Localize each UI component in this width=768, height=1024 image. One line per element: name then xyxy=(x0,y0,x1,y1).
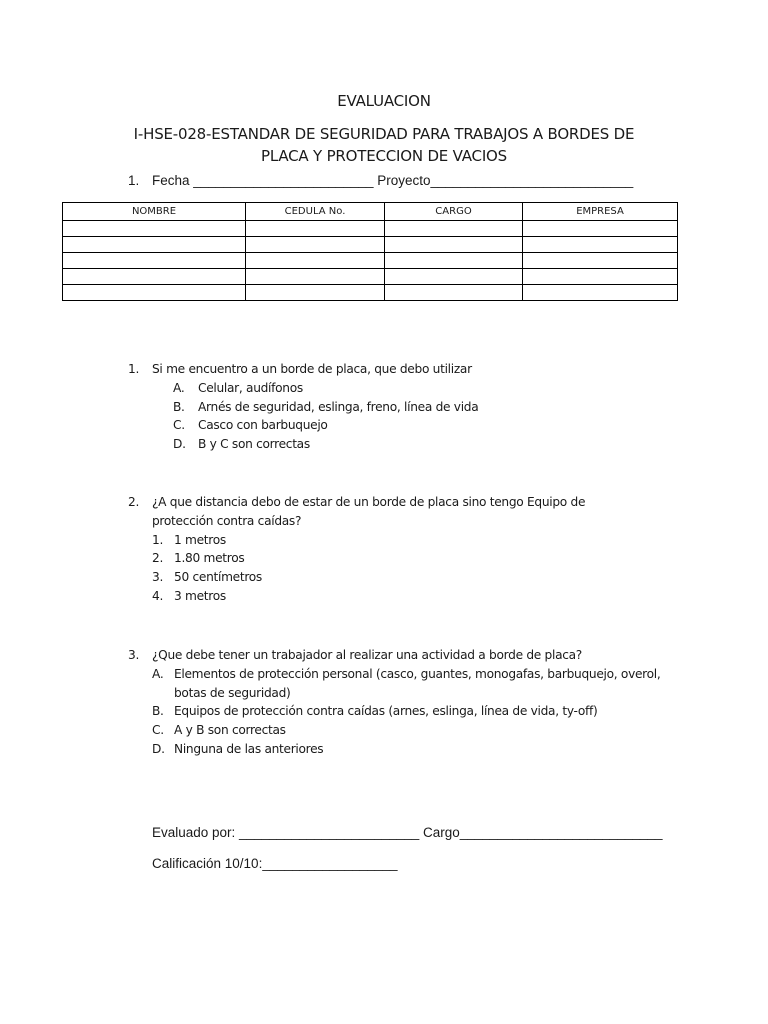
option-text: Casco con barbuquejo xyxy=(198,418,328,433)
option-label: C. xyxy=(152,723,164,738)
participants-table xyxy=(62,202,678,301)
table-cell xyxy=(385,253,523,269)
subtitle-line-2: PLACA Y PROTECCION DE VACIOS xyxy=(261,147,507,165)
option-item xyxy=(152,587,648,606)
question-text: ¿A que distancia debo de estar de un borde de placa sino tengo Equipo de protección contra caídas? xyxy=(152,495,586,528)
table-cell xyxy=(523,237,678,253)
question-text: ¿Que debe tener un trabajador al realizar una actividad a borde de placa? xyxy=(152,648,582,662)
table-row xyxy=(63,253,678,269)
question-number: 2. xyxy=(128,495,140,509)
table-cell xyxy=(523,221,678,237)
evaluado-cargo-line: Evaluado por: ________________________ Cargo___________________________ xyxy=(152,825,663,840)
table-cell xyxy=(246,253,385,269)
table-cell xyxy=(63,221,246,237)
option-text: 3 metros xyxy=(174,588,226,603)
table-cell xyxy=(523,253,678,269)
table-cell xyxy=(246,285,385,301)
option-label: D. xyxy=(152,741,165,756)
table-cell xyxy=(385,237,523,253)
option-text: 50 centímetros xyxy=(174,570,262,585)
table-cell xyxy=(246,221,385,237)
table-cell xyxy=(385,285,523,301)
column-header-cedula: CEDULA No. xyxy=(246,203,385,221)
option-item xyxy=(152,531,648,550)
option-text: Ninguna de las anteriores xyxy=(174,741,324,756)
table-header-row xyxy=(63,203,678,221)
option-label: 4. xyxy=(152,588,164,603)
table-cell xyxy=(385,221,523,237)
table-row xyxy=(63,221,678,237)
table-cell xyxy=(63,253,246,269)
option-item xyxy=(173,435,648,454)
option-label: B. xyxy=(152,704,164,719)
option-label: A. xyxy=(152,666,164,681)
option-label: D. xyxy=(173,437,186,452)
option-text: B y C son correctas xyxy=(198,437,310,452)
question-2 xyxy=(128,493,648,606)
option-item xyxy=(152,549,648,568)
question-text-row xyxy=(128,493,648,531)
calificacion-line: Calificación 10/10:__________________ xyxy=(152,856,398,871)
option-label: A. xyxy=(173,380,185,395)
table-cell xyxy=(63,237,246,253)
option-label: B. xyxy=(173,399,185,414)
table-cell xyxy=(523,285,678,301)
fecha-proyecto-text: Fecha ________________________ Proyecto___________________________ xyxy=(152,173,634,188)
table-cell xyxy=(246,237,385,253)
table-cell xyxy=(63,285,246,301)
table-cell xyxy=(246,269,385,285)
question-number: 3. xyxy=(128,648,140,662)
option-item xyxy=(173,379,648,398)
column-header-nombre: NOMBRE xyxy=(63,203,246,221)
option-text: 1 metros xyxy=(174,532,226,547)
table-row xyxy=(63,269,678,285)
option-item xyxy=(152,721,668,740)
question-3 xyxy=(128,646,668,759)
option-text: Elementos de protección personal (casco, guantes, monogafas, barbuquejo, overol, botas de seguridad) xyxy=(174,666,661,700)
column-header-cargo: CARGO xyxy=(385,203,523,221)
option-item xyxy=(173,398,648,417)
table-cell xyxy=(523,269,678,285)
question-1 xyxy=(128,360,648,454)
option-text: Arnés de seguridad, eslinga, freno, línea de vida xyxy=(198,399,479,414)
option-label: 2. xyxy=(152,551,164,566)
option-item xyxy=(173,416,648,435)
option-text: Celular, audífonos xyxy=(198,380,303,395)
option-label: C. xyxy=(173,418,185,433)
table-row xyxy=(63,285,678,301)
option-item xyxy=(152,568,648,587)
option-item xyxy=(152,665,668,703)
document-subtitle xyxy=(0,123,768,167)
option-text: Equipos de protección contra caídas (arnes, eslinga, línea de vida, ty-off) xyxy=(174,704,598,719)
option-item xyxy=(152,702,668,721)
option-text: 1.80 metros xyxy=(174,551,245,566)
document-title: EVALUACION xyxy=(337,92,431,110)
question-text-row xyxy=(128,360,648,379)
option-text: A y B son correctas xyxy=(174,723,286,738)
column-header-empresa: EMPRESA xyxy=(523,203,678,221)
option-item xyxy=(152,740,668,759)
subtitle-line-1: I-HSE-028-ESTANDAR DE SEGURIDAD PARA TRABAJOS A BORDES DE xyxy=(133,125,635,143)
question-text-row xyxy=(128,646,668,665)
option-label: 1. xyxy=(152,532,164,547)
table-cell xyxy=(385,269,523,285)
question-number: 1. xyxy=(128,362,140,376)
table-cell xyxy=(63,269,246,285)
info-row-number: 1. xyxy=(128,173,140,188)
question-text: Si me encuentro a un borde de placa, que debo utilizar xyxy=(152,362,472,376)
option-label: 3. xyxy=(152,570,164,585)
table-row xyxy=(63,237,678,253)
fecha-proyecto-row xyxy=(128,173,633,188)
